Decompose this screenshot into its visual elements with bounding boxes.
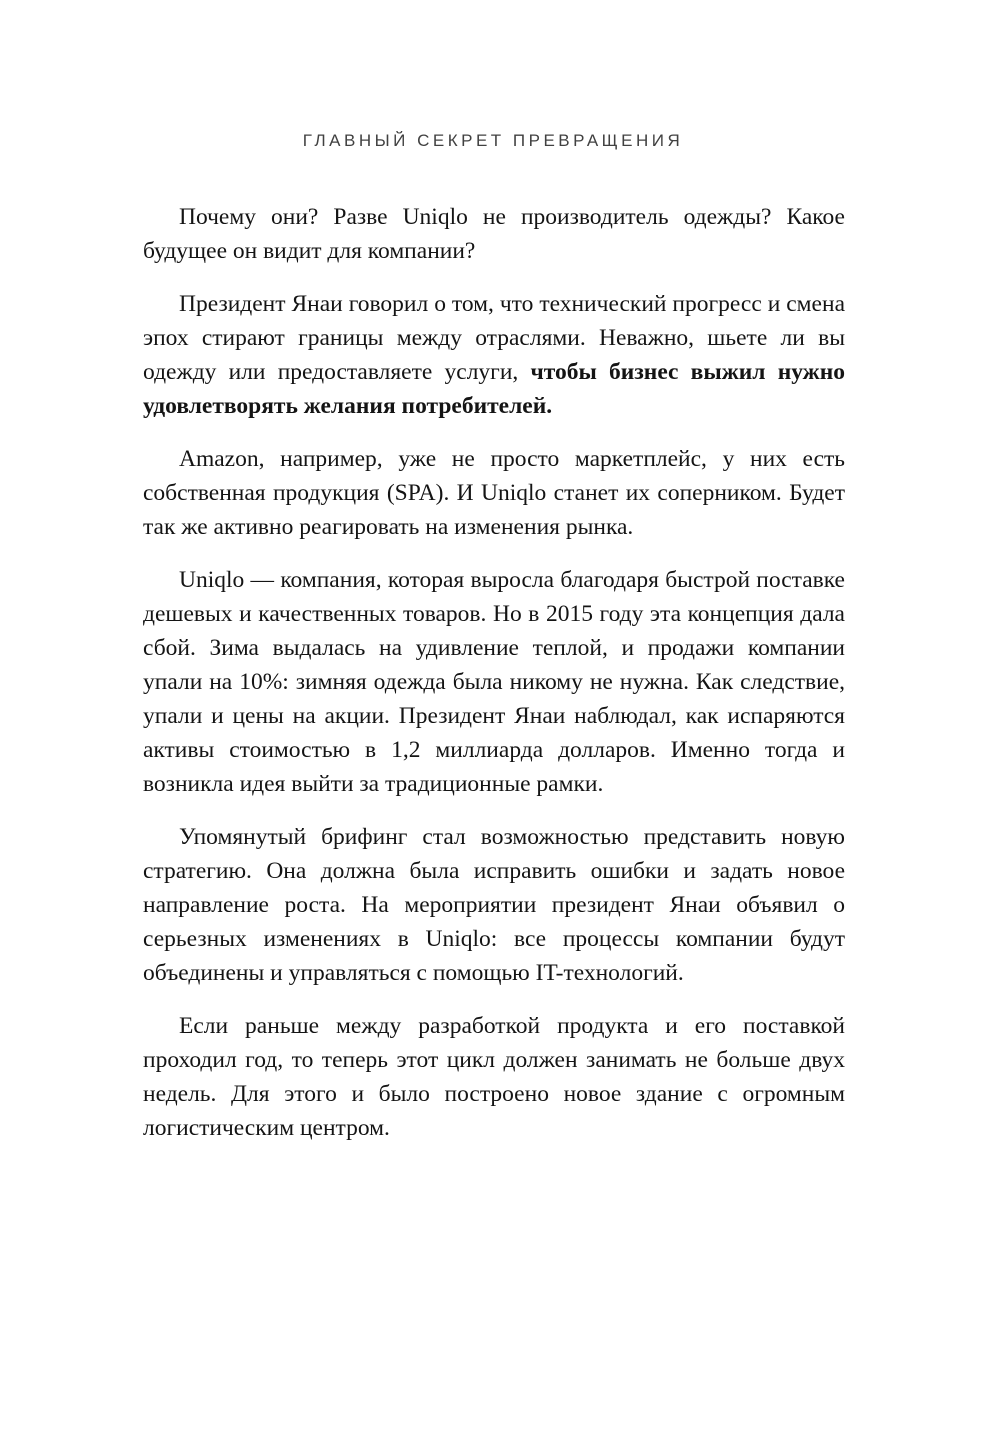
- paragraph-2-regular-text: Президент Янаи говорил о том, что технический прогресс и смена эпох стирают границы между отраслями. Неважно, шьете ли вы одежду или предоставляете услуги,: [143, 291, 845, 385]
- paragraph-6: Если раньше между разработкой продукта и его поставкой проходил год, то теперь этот цикл должен занимать не больше двух недель. Для этого и было построено новое здание с огромным логистическим центром.: [143, 1013, 845, 1141]
- paragraph-1: Почему они? Разве Uniqlo не производитель одежды? Какое будущее он видит для компании?: [143, 204, 845, 264]
- paragraph-5: Упомянутый брифинг стал возможностью представить новую стратегию. Она должна была исправить ошибки и задать новое направление роста. На мероприятии президент Янаи объявил о серьезных изменениях в Uniqlo: все процессы компании будут объединены и управляться с помощью IT-технологий.: [143, 824, 845, 986]
- paragraph-2: [143, 287, 845, 423]
- paragraph-2-bold-text: чтобы бизнес выжил нужно удовлетворять желания потребителей.: [143, 359, 846, 419]
- text-block: [143, 200, 845, 1145]
- paragraph-4: Uniqlo — компания, которая выросла благодаря быстрой поставке дешевых и качественных товаров. Но в 2015 году эта концепция дала сбой. Зима выдалась на удивление теплой, и продажи компании упали на 10%: зимняя одежда была никому не нужна. Как следствие, упали и цены на акции. Президент Янаи наблюдал, как испаряются активы стоимостью в 1,2 миллиарда долларов. Именно тогда и возникла идея выйти за традиционные рамки.: [143, 567, 845, 797]
- running-header: ГЛАВНЫЙ СЕКРЕТ ПРЕВРАЩЕНИЯ: [302, 131, 684, 150]
- paragraph-3: Amazon, например, уже не просто маркетплейс, у них есть собственная продукция (SPA). И Uniqlo станет их соперником. Будет так же активно реагировать на изменения рынка.: [143, 446, 845, 540]
